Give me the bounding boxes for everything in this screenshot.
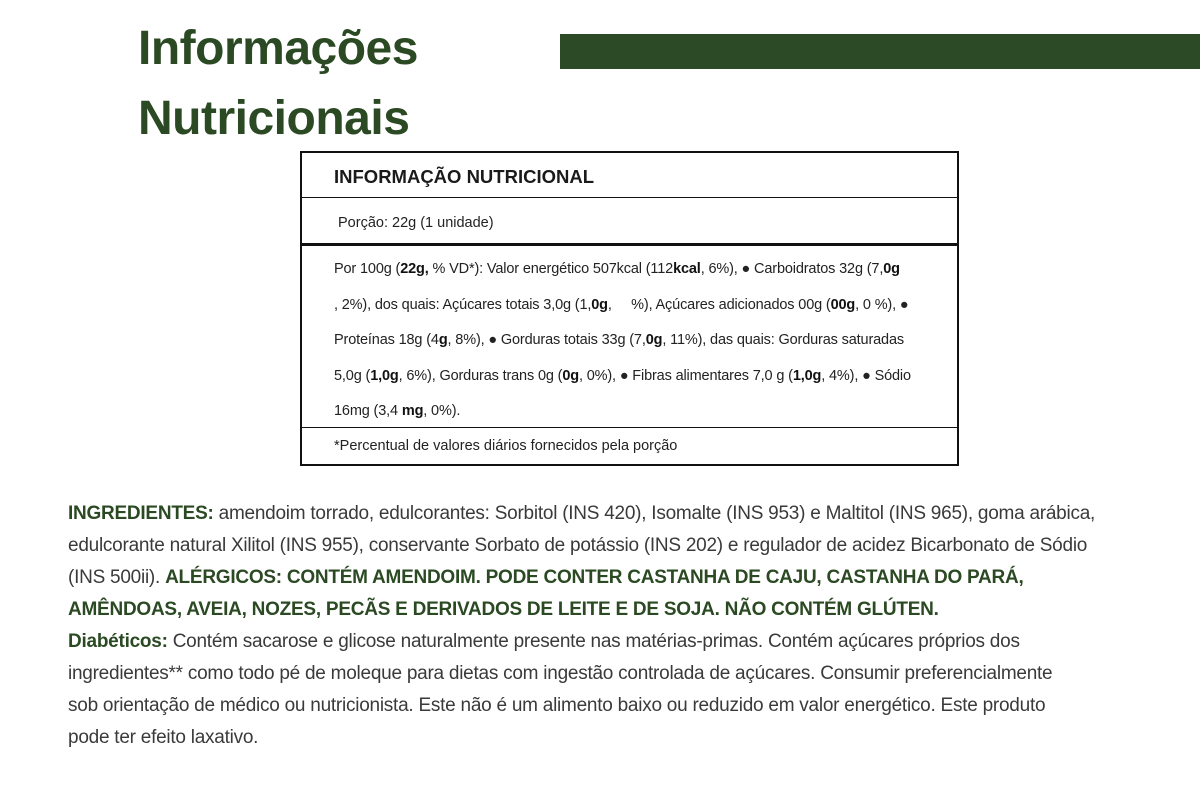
values-text: 16mg (3,4 [334, 403, 402, 419]
ingredients-text: amendoim torrado, edulcorantes: Sorbitol (INS 420), Isomalte (INS 953) e Maltitol (INS 965), goma arábica, [213, 503, 1096, 524]
nutrition-values-line-3 [334, 323, 937, 359]
values-bold: kcal [673, 261, 701, 277]
values-text: , 0%), ● Fibras alimentares 7,0 g ( [578, 367, 793, 384]
nutrition-table-portion: Porção: 22g (1 unidade) [302, 198, 957, 246]
diabetics-text: sob orientação de médico ou nutricionista. Este não é um alimento baixo ou reduzido em valor energético. Este produto [68, 695, 1046, 716]
header-accent-bar [560, 34, 1200, 69]
values-text: , 2%), dos quais: Açúcares totais 3,0g (1, [334, 296, 592, 313]
nutrition-table-title: INFORMAÇÃO NUTRICIONAL [302, 153, 957, 198]
values-bold: 1,0g [370, 367, 399, 384]
values-text: , 0%). [423, 403, 461, 419]
values-bold: 1,0g [792, 367, 822, 384]
diabetics-line-2 [68, 658, 1148, 690]
ingredients-line-2 [68, 530, 1148, 562]
values-bold: mg [401, 403, 424, 419]
nutrition-table-values [302, 246, 957, 428]
values-text: Proteínas 18g (4 [334, 332, 439, 348]
nutrition-values-line-2 [334, 288, 937, 324]
values-bold: 0g [591, 296, 608, 313]
ingredients-text: edulcorante natural Xilitol (INS 955), conservante Sorbato de potássio (INS 202) e regulador de acidez Bicarbonato de Sódio [68, 535, 1088, 556]
values-text: 5,0g ( [334, 367, 371, 384]
diabetics-line-1 [68, 626, 1148, 658]
nutrition-facts-table [300, 151, 959, 466]
nutrition-values-line-4 [334, 359, 937, 395]
values-text: , 8%), ● Gorduras totais 33g (7, [447, 332, 646, 348]
nutrition-values-line-1 [334, 252, 937, 288]
diabetics-line-4 [68, 722, 1148, 754]
values-bold: g [438, 332, 448, 348]
page-title-line-1: Informações [138, 22, 418, 75]
diabetics-text: pode ter efeito laxativo. [68, 727, 259, 748]
values-text: % VD*): Valor energético 507kcal (112 [428, 261, 674, 277]
diabetics-line-3 [68, 690, 1148, 722]
values-bold: 0g [562, 367, 579, 384]
ingredients-label: INGREDIENTES: [68, 503, 214, 524]
allergens-warning: AMÊNDOAS, AVEIA, NOZES, PECÃS E DERIVADOS DE LEITE E DE SOJA. NÃO CONTÉM GLÚTEN. [68, 599, 939, 620]
diabetics-label: Diabéticos: [68, 631, 168, 652]
page-title-line-2: Nutricionais [138, 92, 410, 145]
ingredients-line-1 [68, 498, 1148, 530]
product-description [68, 498, 1148, 754]
values-bold: 22g, [400, 261, 429, 277]
values-bold: 00g [830, 296, 856, 313]
values-text: Por 100g ( [334, 261, 401, 277]
page-title [138, 14, 538, 154]
ingredients-text: (INS 500ii). [68, 567, 166, 588]
values-text: , 0 %), ● [855, 296, 909, 313]
values-bold: 0g [645, 332, 663, 348]
nutrition-values-line-5 [334, 394, 937, 430]
values-text: , 6%), Gorduras trans 0g ( [398, 367, 563, 384]
values-text: , 6%), ● Carboidratos 32g (7, [700, 261, 884, 277]
values-text: , %), Açúcares adicionados 00g ( [607, 296, 831, 313]
ingredients-line-3 [68, 562, 1148, 594]
allergens-warning: ALÉRGICOS: CONTÉM AMENDOIM. PODE CONTER CASTANHA DE CAJU, CASTANHA DO PARÁ, [165, 567, 1024, 588]
diabetics-text: ingredientes** como todo pé de moleque para dietas com ingestão controlada de açúcares. Consumir preferencialmente [68, 663, 1053, 684]
values-text: , 11%), das quais: Gorduras saturadas [662, 332, 904, 348]
diabetics-text: Contém sacarose e glicose naturalmente presente nas matérias-primas. Contém açúcares próprios dos [167, 631, 1020, 652]
nutrition-table-footnote: *Percentual de valores diários fornecidos pela porção [334, 438, 678, 454]
values-text: , 4%), ● Sódio [821, 367, 911, 384]
values-bold: 0g [883, 261, 900, 277]
allergens-line-2 [68, 594, 1148, 626]
